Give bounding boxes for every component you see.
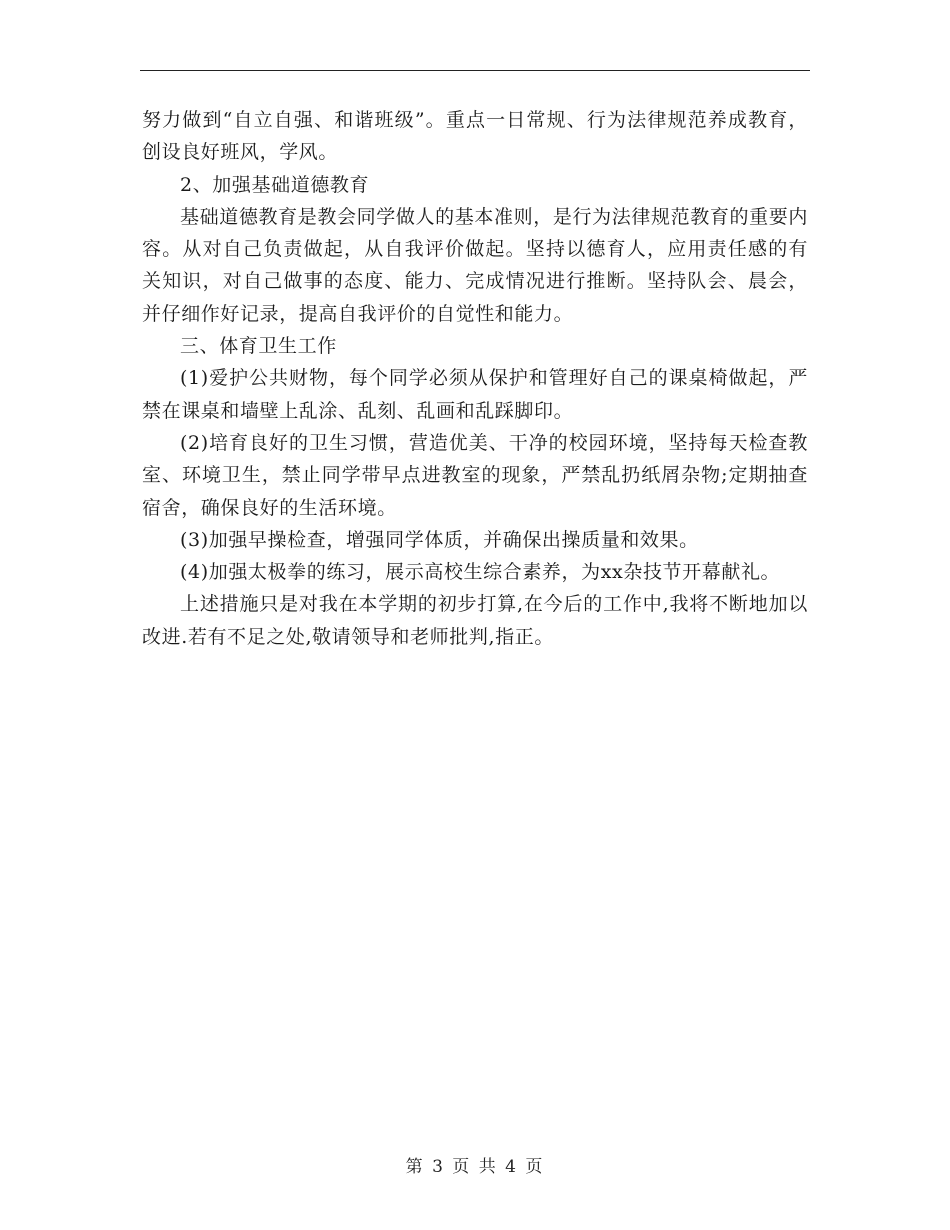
header-rule xyxy=(140,70,810,71)
document-body xyxy=(142,104,808,653)
paragraph-2-heading: 2、加强基础道德教育 xyxy=(180,173,370,196)
paragraph-8: (4)加强太极拳的练习，展示高校生综合素养，为xx杂技节开幕献礼。 xyxy=(180,561,781,584)
paragraph-4-heading: 三、体育卫生工作 xyxy=(180,335,337,358)
paragraph-5: (1)爱护公共财物，每个同学必须从保护和管理好自己的课桌椅做起，严禁在课桌和墙壁上乱涂、乱刻、乱画和乱踩脚印。 xyxy=(142,367,808,422)
paragraph-6: (2)培育良好的卫生习惯，营造优美、干净的校园环境，坚持每天检查教室、环境卫生，禁止同学带早点进教室的现象，严禁乱扔纸屑杂物;定期抽查宿舍，确保良好的生活环境。 xyxy=(142,431,808,519)
paragraph-9: 上述措施只是对我在本学期的初步打算,在今后的工作中,我将不断地加以改进.若有不足之处,敬请领导和老师批判,指正。 xyxy=(142,593,808,648)
page-number-footer: 第 3 页 共 4 页 xyxy=(405,1157,545,1177)
paragraph-7: (3)加强早操检查，增强同学体质，并确保出操质量和效果。 xyxy=(180,528,699,551)
paragraph-1: 努力做到“自立自强、和谐班级”。重点一日常规、行为法律规范养成教育，创设良好班风，学风。 xyxy=(142,109,808,164)
paragraph-3: 基础道德教育是教会同学做人的基本准则，是行为法律规范教育的重要内容。从对自己负责做起，从自我评价做起。坚持以德育人，应用责任感的有关知识，对自己做事的态度、能力、完成情况进行推断。坚持队会、晨会，并仔细作好记录，提高自我评价的自觉性和能力。 xyxy=(142,205,808,325)
